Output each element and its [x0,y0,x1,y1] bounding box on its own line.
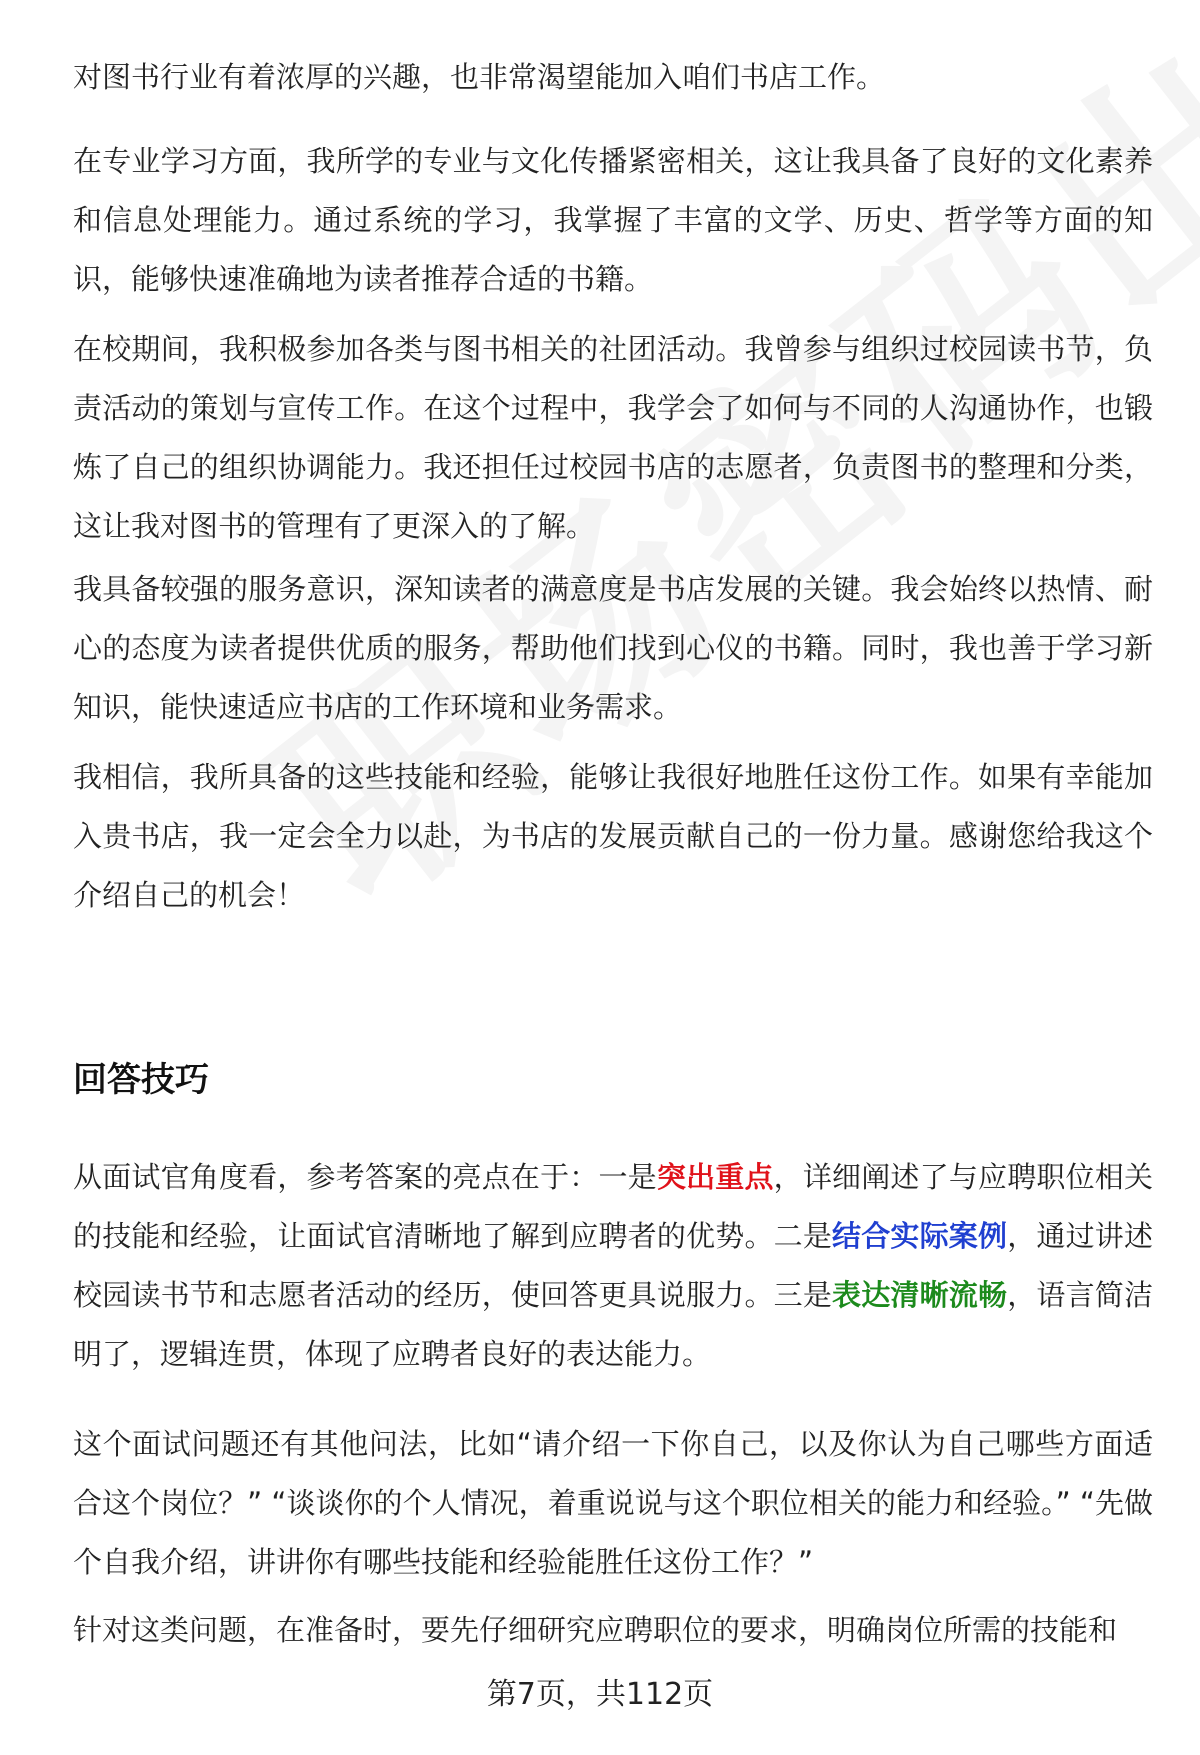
paragraph-preparation: 针对这类问题，在准备时，要先仔细研究应聘职位的要求，明确岗位所需的技能和 [73,1613,1118,1647]
tips-text-3: ，通过讲述校园读书节和志愿者活动的经历，使回答更具说服力。三是 [73,1219,1153,1312]
tips-text-4: ，语言简洁明了，逻辑连贯，体现了应聘者良好的表达能力。 [73,1278,1153,1371]
section-heading: 回答技巧 [73,1060,209,1100]
highlight-real-cases: 结合实际案例 [832,1219,1008,1253]
paragraph-study: 在专业学习方面，我所学的专业与文化传播紧密相关，这让我具备了良好的文化素养和信息处理能力。通过系统的学习，我掌握了丰富的文学、历史、哲学等方面的知识，能够快速准确地为读者推荐合适的书籍。 [73,144,1153,296]
tips-text-2: ，详细阐述了与应聘职位相关的技能和经验，让面试官清晰地了解到应聘者的优势。二是 [73,1160,1153,1253]
paragraph-tips [73,1148,1153,1384]
highlight-clear-expression: 表达清晰流畅 [832,1278,1008,1312]
paragraph-service: 我具备较强的服务意识，深知读者的满意度是书店发展的关键。我会始终以热情、耐心的态度为读者提供优质的服务，帮助他们找到心仪的书籍。同时，我也善于学习新知识，能快速适应书店的工作环境和业务需求。 [73,572,1153,724]
tips-text-1: 从面试官角度看，参考答案的亮点在于：一是 [73,1160,657,1194]
paragraph-alt-questions: 这个面试问题还有其他问法，比如“请介绍一下你自己，以及你认为自己哪些方面适合这个岗位？” “谈谈你的个人情况，着重说说与这个职位相关的能力和经验。” “先做个自我介绍，讲讲你有哪些技能和经验能胜任这份工作？” [73,1427,1153,1579]
paragraph-intro-end: 对图书行业有着浓厚的兴趣，也非常渴望能加入咱们书店工作。 [73,60,886,94]
paragraph-closing: 我相信，我所具备的这些技能和经验，能够让我很好地胜任这份工作。如果有幸能加入贵书店，我一定会全力以赴，为书店的发展贡献自己的一份力量。感谢您给我这个介绍自己的机会！ [73,760,1153,912]
page-number: 第7页，共112页 [486,1677,714,1712]
paragraph-campus: 在校期间，我积极参加各类与图书相关的社团活动。我曾参与组织过校园读书节，负责活动的策划与宣传工作。在这个过程中，我学会了如何与不同的人沟通协作，也锻炼了自己的组织协调能力。我还担任过校园书店的志愿者，负责图书的整理和分类，这让我对图书的管理有了更深入的了解。 [73,332,1153,543]
highlight-key-points: 突出重点 [656,1160,774,1194]
